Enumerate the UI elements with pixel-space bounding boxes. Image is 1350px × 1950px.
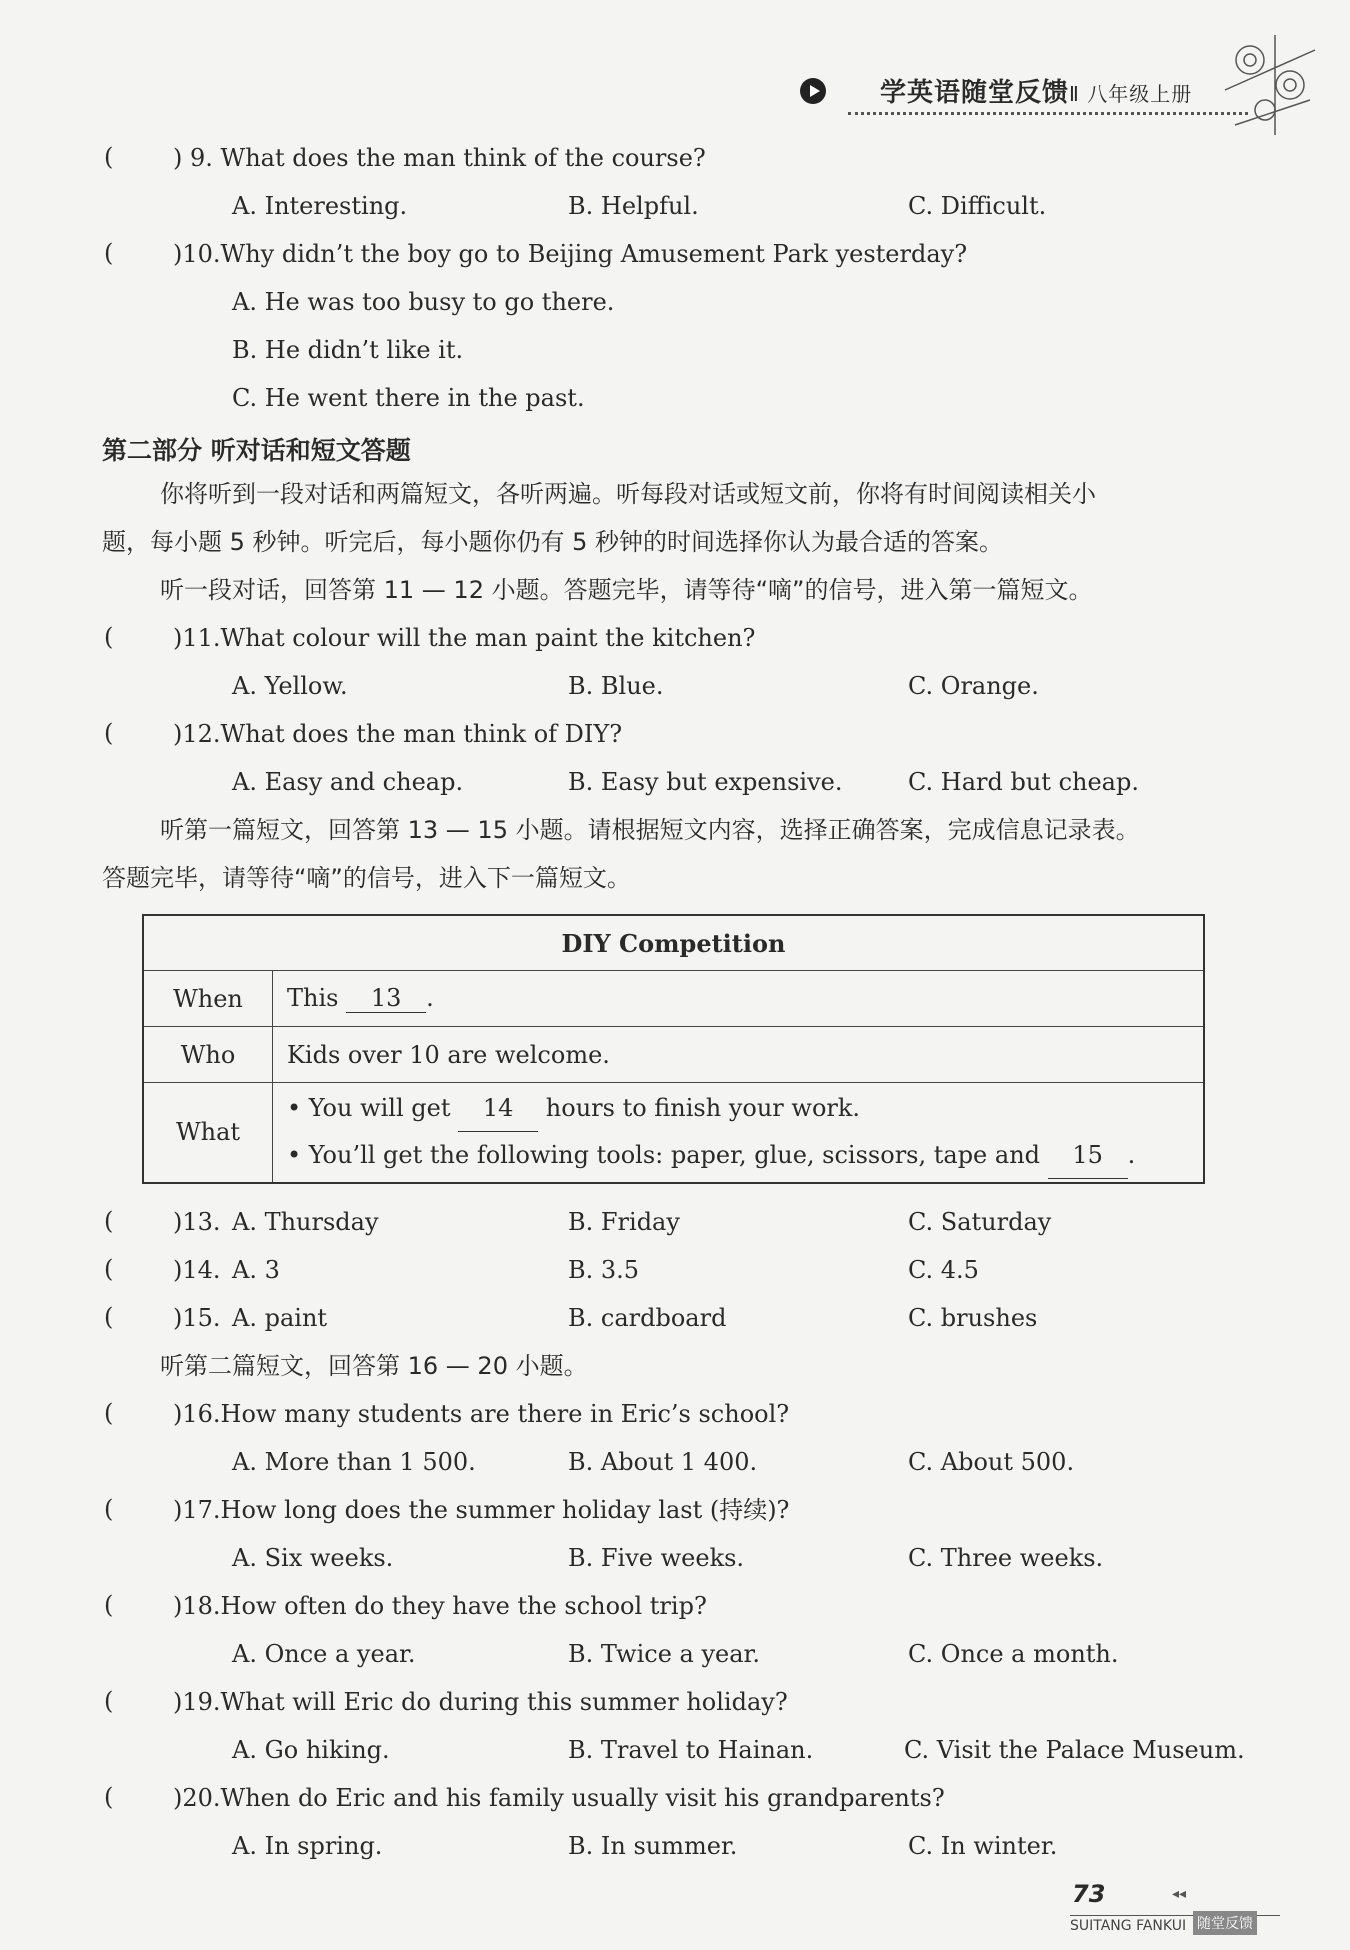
q18-option-c: C. Once a month. [908,1640,1119,1668]
q17-option-c: C. Three weeks. [908,1544,1104,1572]
page-header [800,62,1250,122]
answer-paren[interactable]: ( [104,239,114,267]
flower-decoration-icon [1215,30,1325,140]
question-17: )17.How long does the summer holiday last (持续)? [173,1496,790,1524]
instruction-text: 听一段对话，回答第 11 — 12 小题。答题完毕，请等待“嘀”的信号，进入第一篇短文。 [160,576,1093,604]
question-11: )11.What colour will the man paint the kitchen? [173,624,756,652]
play-icon [800,78,826,104]
page-number: 73 [1072,1880,1106,1908]
question-19: )19.What will Eric do during this summer holiday? [173,1688,788,1716]
q14-option-c: C. 4.5 [908,1256,979,1284]
q14-option-b: B. 3.5 [568,1256,640,1284]
q12-option-b: B. Easy but expensive. [568,768,843,796]
when-label: When [143,971,273,1027]
instruction-text: 你将听到一段对话和两篇短文，各听两遍。听每段对话或短文前，你将有时间阅读相关小 [160,480,1096,508]
footer-series-name: SUITANG FANKUI [1070,1918,1187,1934]
section-title: 第二部分 听对话和短文答题 [102,436,411,465]
blank-14[interactable]: 14 [458,1085,538,1132]
q18-option-b: B. Twice a year. [568,1640,761,1668]
q11-option-a: A. Yellow. [232,672,348,700]
q15-num: )15. [173,1304,221,1332]
answer-paren[interactable]: ( [104,1591,114,1619]
instruction-text: 听第二篇短文，回答第 16 — 20 小题。 [160,1352,588,1380]
answer-paren[interactable]: ( [104,1399,114,1427]
answer-paren[interactable]: ( [104,1783,114,1811]
header-divider [848,112,1248,115]
instruction-text: 听第一篇短文，回答第 13 — 15 小题。请根据短文内容，选择正确答案，完成信息记录表。 [160,816,1140,844]
answer-paren[interactable]: ( [104,1687,114,1715]
q15-option-a: A. paint [232,1304,328,1332]
q13-num: )13. [173,1208,221,1236]
what-label: What [143,1083,273,1183]
blank-13[interactable]: 13 [346,984,426,1013]
q10-option-a: A. He was too busy to go there. [232,288,615,316]
answer-paren[interactable]: ( [104,143,114,171]
q16-option-c: C. About 500. [908,1448,1075,1476]
instruction-text: 题，每小题 5 秒钟。听完后，每小题你仍有 5 秒钟的时间选择你认为最合适的答案。 [102,528,1004,556]
q20-option-c: C. In winter. [908,1832,1058,1860]
question-20: )20.When do Eric and his family usually visit his grandparents? [173,1784,945,1812]
when-cell: This 13 . [273,971,1205,1027]
arrow-left-icon: ◂◂ [1172,1886,1187,1902]
q13-option-b: B. Friday [568,1208,680,1236]
q12-option-a: A. Easy and cheap. [232,768,464,796]
table-title: DIY Competition [143,915,1204,971]
who-label: Who [143,1027,273,1083]
q14-option-a: A. 3 [232,1256,280,1284]
question-9: ) 9. What does the man think of the course? [173,144,706,172]
q15-option-b: B. cardboard [568,1304,727,1332]
who-cell: Kids over 10 are welcome. [273,1027,1205,1083]
q10-option-c: C. He went there in the past. [232,384,585,412]
q18-option-a: A. Once a year. [232,1640,416,1668]
footer-badge: 随堂反馈 [1193,1911,1257,1935]
q13-option-c: C. Saturday [908,1208,1052,1236]
question-18: )18.How often do they have the school trip? [173,1592,707,1620]
question-12: )12.What does the man think of DIY? [173,720,623,748]
q15-option-c: C. brushes [908,1304,1038,1332]
q14-num: )14. [173,1256,221,1284]
answer-paren[interactable]: ( [104,719,114,747]
q11-option-b: B. Blue. [568,672,664,700]
q11-option-c: C. Orange. [908,672,1039,700]
q16-option-a: A. More than 1 500. [232,1448,476,1476]
q13-option-a: A. Thursday [232,1208,379,1236]
diy-competition-table [142,914,1205,1184]
blank-15[interactable]: 15 [1048,1132,1128,1179]
q17-option-a: A. Six weeks. [232,1544,394,1572]
q12-option-c: C. Hard but cheap. [908,768,1139,796]
q19-option-c: C. Visit the Palace Museum. [904,1736,1245,1764]
answer-paren[interactable]: ( [104,1495,114,1523]
question-16: )16.How many students are there in Eric’s school? [173,1400,790,1428]
q19-option-b: B. Travel to Hainan. [568,1736,814,1764]
q20-option-b: B. In summer. [568,1832,738,1860]
q9-option-a: A. Interesting. [232,192,408,220]
q9-option-b: B. Helpful. [568,192,699,220]
answer-paren[interactable]: ( [104,1303,114,1331]
answer-paren[interactable]: ( [104,1207,114,1235]
answer-paren[interactable]: ( [104,623,114,651]
question-10: )10.Why didn’t the boy go to Beijing Amusement Park yesterday? [173,240,968,268]
q17-option-b: B. Five weeks. [568,1544,745,1572]
what-cell: • You will get 14 hours to finish your work. • You’ll get the following tools: paper, glue, scissors, tape and 15 . [273,1083,1205,1183]
q10-option-b: B. He didn’t like it. [232,336,464,364]
q19-option-a: A. Go hiking. [232,1736,390,1764]
instruction-text: 答题完毕，请等待“嘀”的信号，进入下一篇短文。 [102,864,631,892]
q16-option-b: B. About 1 400. [568,1448,758,1476]
q9-option-c: C. Difficult. [908,192,1047,220]
q20-option-a: A. In spring. [232,1832,383,1860]
book-title: 学英语随堂反馈Ⅱ 八年级上册 [880,78,1193,108]
answer-paren[interactable]: ( [104,1255,114,1283]
